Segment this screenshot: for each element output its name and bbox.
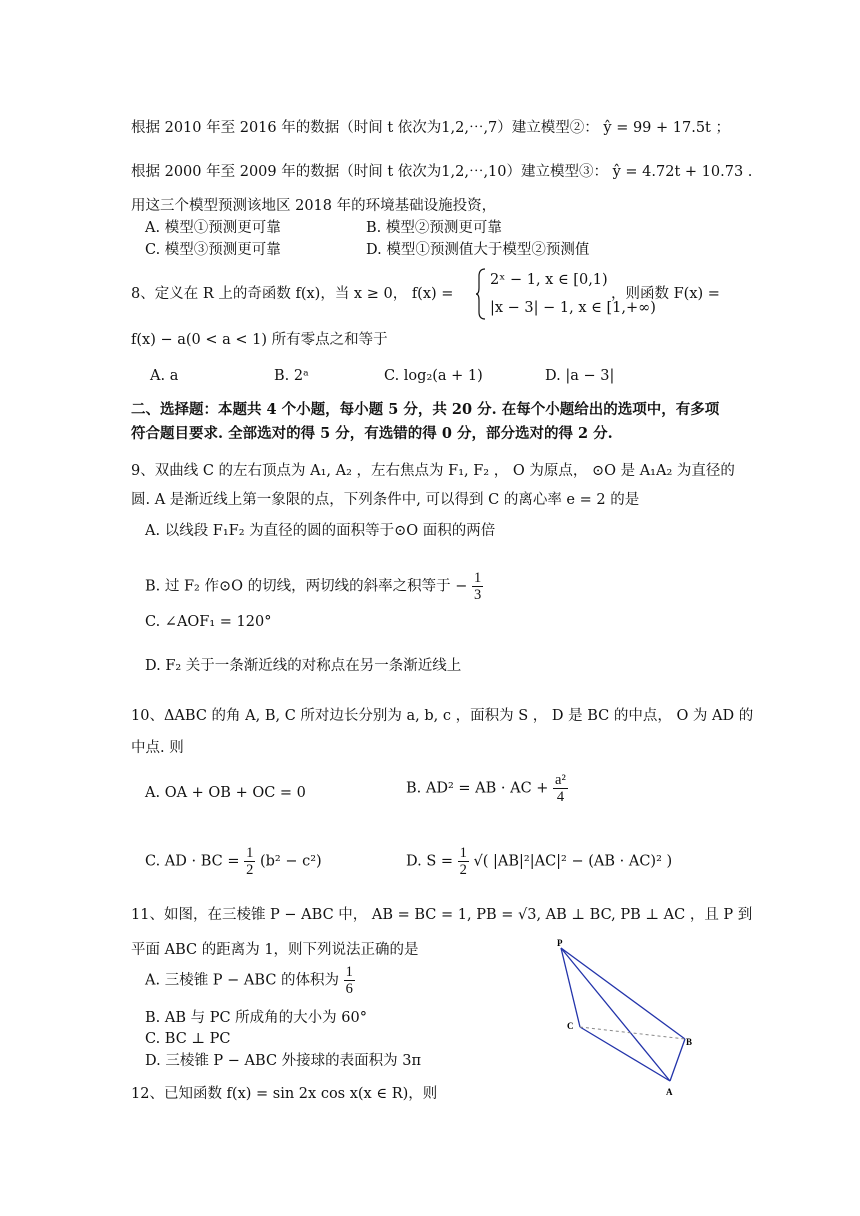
edge-ab xyxy=(670,1039,685,1081)
q8-intro: 8、定义在 R 上的奇函数 f(x)，当 x ≥ 0， f(x) = xyxy=(131,286,454,302)
q11-option-a-den: 6 xyxy=(345,981,353,997)
q10-option-c-fraction xyxy=(244,845,255,878)
q8-case2: |x − 3| − 1, x ∈ [1,+∞) xyxy=(490,300,656,316)
q9-option-b xyxy=(145,570,483,603)
section-2-header-line1: 二、选择题：本题共 4 个小题，每小题 5 分，共 20 分. 在每个小题给出的选项中，有多项 xyxy=(131,401,720,418)
q10-option-c xyxy=(145,845,322,878)
q10-line1: 10、ΔABC 的角 A, B, C 所对边长分别为 a, b, c ，面积为 S ， D 是 BC 的中点， O 为 AD 的 xyxy=(131,708,754,724)
q10-option-c-text: C. AD · BC = xyxy=(145,853,240,870)
q10-option-b-fraction xyxy=(553,772,568,805)
q11-option-b: B. AB 与 PC 所成角的大小为 60° xyxy=(145,1010,367,1026)
vertex-label-b: B xyxy=(686,1037,693,1047)
q7-model2-line: 根据 2010 年至 2016 年的数据（时间 t 依次为1,2,⋯,7）建立模型②： ŷ = 99 + 17.5t ； xyxy=(131,120,730,136)
q9-line2: 圆. A 是渐近线上第一象限的点，下列条件中, 可以得到 C 的离心率 e = 2 的是 xyxy=(131,492,640,508)
q10-option-d-fraction xyxy=(458,845,469,878)
q11-option-d: D. 三棱锥 P − ABC 外接球的表面积为 3π xyxy=(145,1053,422,1069)
q11-option-a-num: 1 xyxy=(345,964,353,980)
q7-option-c: C. 模型③预测更可靠 xyxy=(145,242,281,258)
vertex-label-p: P xyxy=(557,938,563,948)
q10-option-a: A. OA + OB + OC = 0 xyxy=(145,785,306,801)
section-2-header-line2: 符合题目要求. 全部选对的得 5 分，有选错的得 0 分，部分选对的得 2 分. xyxy=(131,425,613,442)
vertex-label-a: A xyxy=(666,1087,673,1097)
q8-option-c: C. log₂(a + 1) xyxy=(384,368,483,384)
q11-option-a-text: A. 三棱锥 P − ABC 的体积为 xyxy=(145,972,340,989)
q10-line2: 中点. 则 xyxy=(131,740,184,756)
edge-ca xyxy=(580,1027,670,1081)
q8-option-b: B. 2ᵃ xyxy=(274,368,309,384)
piecewise-brace xyxy=(476,268,486,320)
q11-option-a xyxy=(145,964,355,997)
q12-line1: 12、已知函数 f(x) = sin 2x cos x(x ∈ R)，则 xyxy=(131,1086,438,1102)
q10-option-d-text: D. S = xyxy=(406,853,454,870)
q9-option-d: D. F₂ 关于一条渐近线的对称点在另一条渐近线上 xyxy=(145,658,462,674)
q8-option-d: D. |a − 3| xyxy=(545,368,615,384)
q10-option-b-den: 4 xyxy=(556,789,565,805)
q9-option-b-den: 3 xyxy=(473,587,482,603)
tetrahedron-figure xyxy=(548,935,708,1105)
q7-option-a: A. 模型①预测更可靠 xyxy=(145,220,281,236)
q9-option-b-num: 1 xyxy=(473,570,482,586)
q9-option-a: A. 以线段 F₁F₂ 为直径的圆的面积等于⊙O 面积的两倍 xyxy=(145,523,496,539)
q10-option-b-text: B. AD² = AB · AC + xyxy=(406,780,549,797)
q11-option-a-fraction xyxy=(344,964,355,997)
q10-option-d-tail: √( |AB|²|AC|² − (AB · AC)² ) xyxy=(473,853,673,870)
q11-line2: 平面 ABC 的距离为 1，则下列说法正确的是 xyxy=(131,942,419,958)
q11-option-c: C. BC ⊥ PC xyxy=(145,1031,231,1047)
q9-option-c: C. ∠AOF₁ = 120° xyxy=(145,614,272,630)
q10-option-d-num: 1 xyxy=(459,845,467,861)
q10-option-c-num: 1 xyxy=(246,845,254,861)
q8-intro-tail: ，则函数 F(x) = xyxy=(611,286,720,302)
vertex-label-c: C xyxy=(567,1021,574,1031)
q11-line1: 11、如图，在三棱锥 P − ABC 中， AB = BC = 1, PB = √3, AB ⊥ BC, PB ⊥ AC ，且 P 到 xyxy=(131,907,753,923)
q7-option-d: D. 模型①预测值大于模型②预测值 xyxy=(366,242,590,258)
q10-option-d-den: 2 xyxy=(459,862,467,878)
q9-line1: 9、双曲线 C 的左右顶点为 A₁, A₂ ，左右焦点为 F₁, F₂ ， O 为原点， ⊙O 是 A₁A₂ 为直径的 xyxy=(131,463,735,479)
q10-option-c-tail: (b² − c²) xyxy=(259,853,322,870)
q9-option-b-text: B. 过 F₂ 作⊙O 的切线，两切线的斜率之积等于 − xyxy=(145,578,468,595)
q8-option-a: A. a xyxy=(150,368,179,384)
q7-option-b: B. 模型②预测更可靠 xyxy=(366,220,502,236)
q10-option-b-num: a² xyxy=(555,772,566,788)
q7-question-line: 用这三个模型预测该地区 2018 年的环境基础设施投资， xyxy=(131,198,497,214)
q8-case1: 2ˣ − 1, x ∈ [0,1) xyxy=(490,272,608,288)
q10-option-b xyxy=(406,772,568,805)
q8-line2: f(x) − a(0 < a < 1) 所有零点之和等于 xyxy=(131,332,388,348)
q7-model3-line: 根据 2000 年至 2009 年的数据（时间 t 依次为1,2,⋯,10）建立模型③： ŷ = 4.72t + 10.73 . xyxy=(131,164,753,180)
q10-option-d xyxy=(406,845,672,878)
q9-option-b-fraction xyxy=(472,570,483,603)
q10-option-c-den: 2 xyxy=(246,862,254,878)
